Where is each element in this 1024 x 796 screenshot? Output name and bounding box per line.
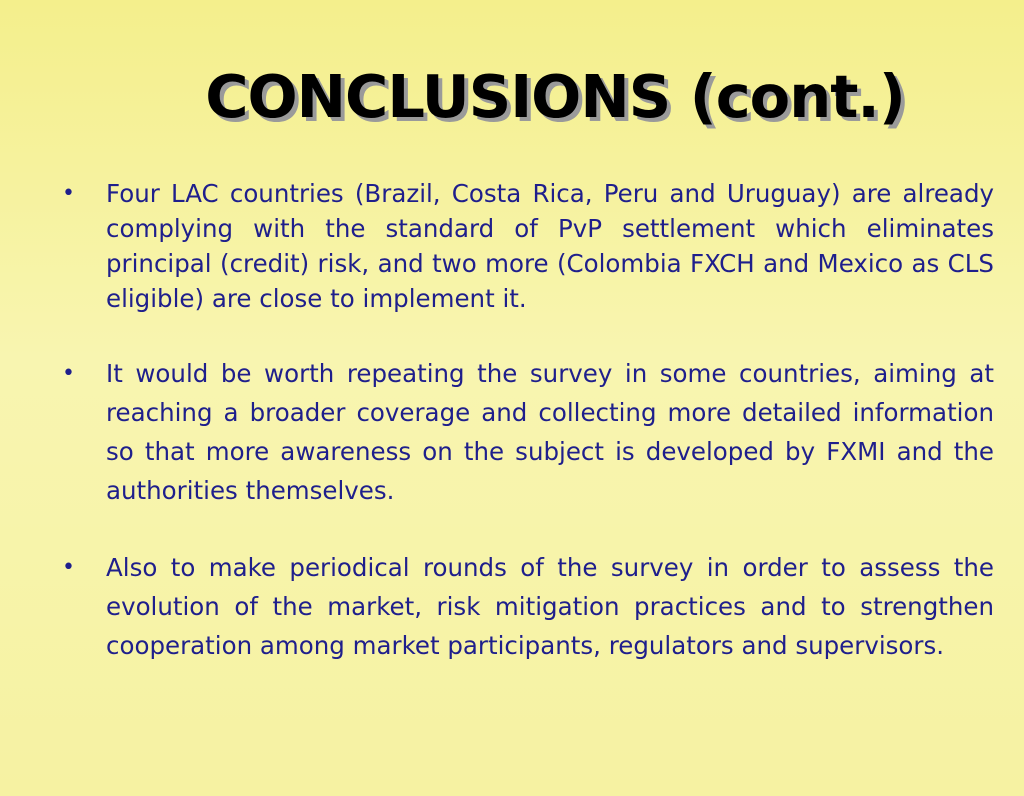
bullet-dot-icon: • [62,555,75,580]
bullet-text: Four LAC countries (Brazil, Costa Rica, Peru and Uruguay) are already complying with the standard of PvP settlement which eliminates principal (credit) risk, and two more (Colombia FXCH and Mexico as CLS eligible) are close to implement it. [106,179,994,313]
slide-title: CONCLUSIONS (cont.) [205,62,905,131]
bullet-item [62,354,994,510]
bullet-item [62,176,994,316]
bullet-text: Also to make periodical rounds of the survey in order to assess the evolution of the market, risk mitigation practices and to strengthen cooperation among market participants, regulators and supervisors. [106,553,994,660]
bullet-dot-icon: • [62,181,75,206]
bullet-dot-icon: • [62,361,75,386]
bullet-item [62,548,994,665]
bullet-text: It would be worth repeating the survey in some countries, aiming at reaching a broader coverage and collecting more detailed information so that more awareness on the subject is developed by FXMI and the authorities themselves. [106,359,994,505]
bullet-list [62,176,994,665]
